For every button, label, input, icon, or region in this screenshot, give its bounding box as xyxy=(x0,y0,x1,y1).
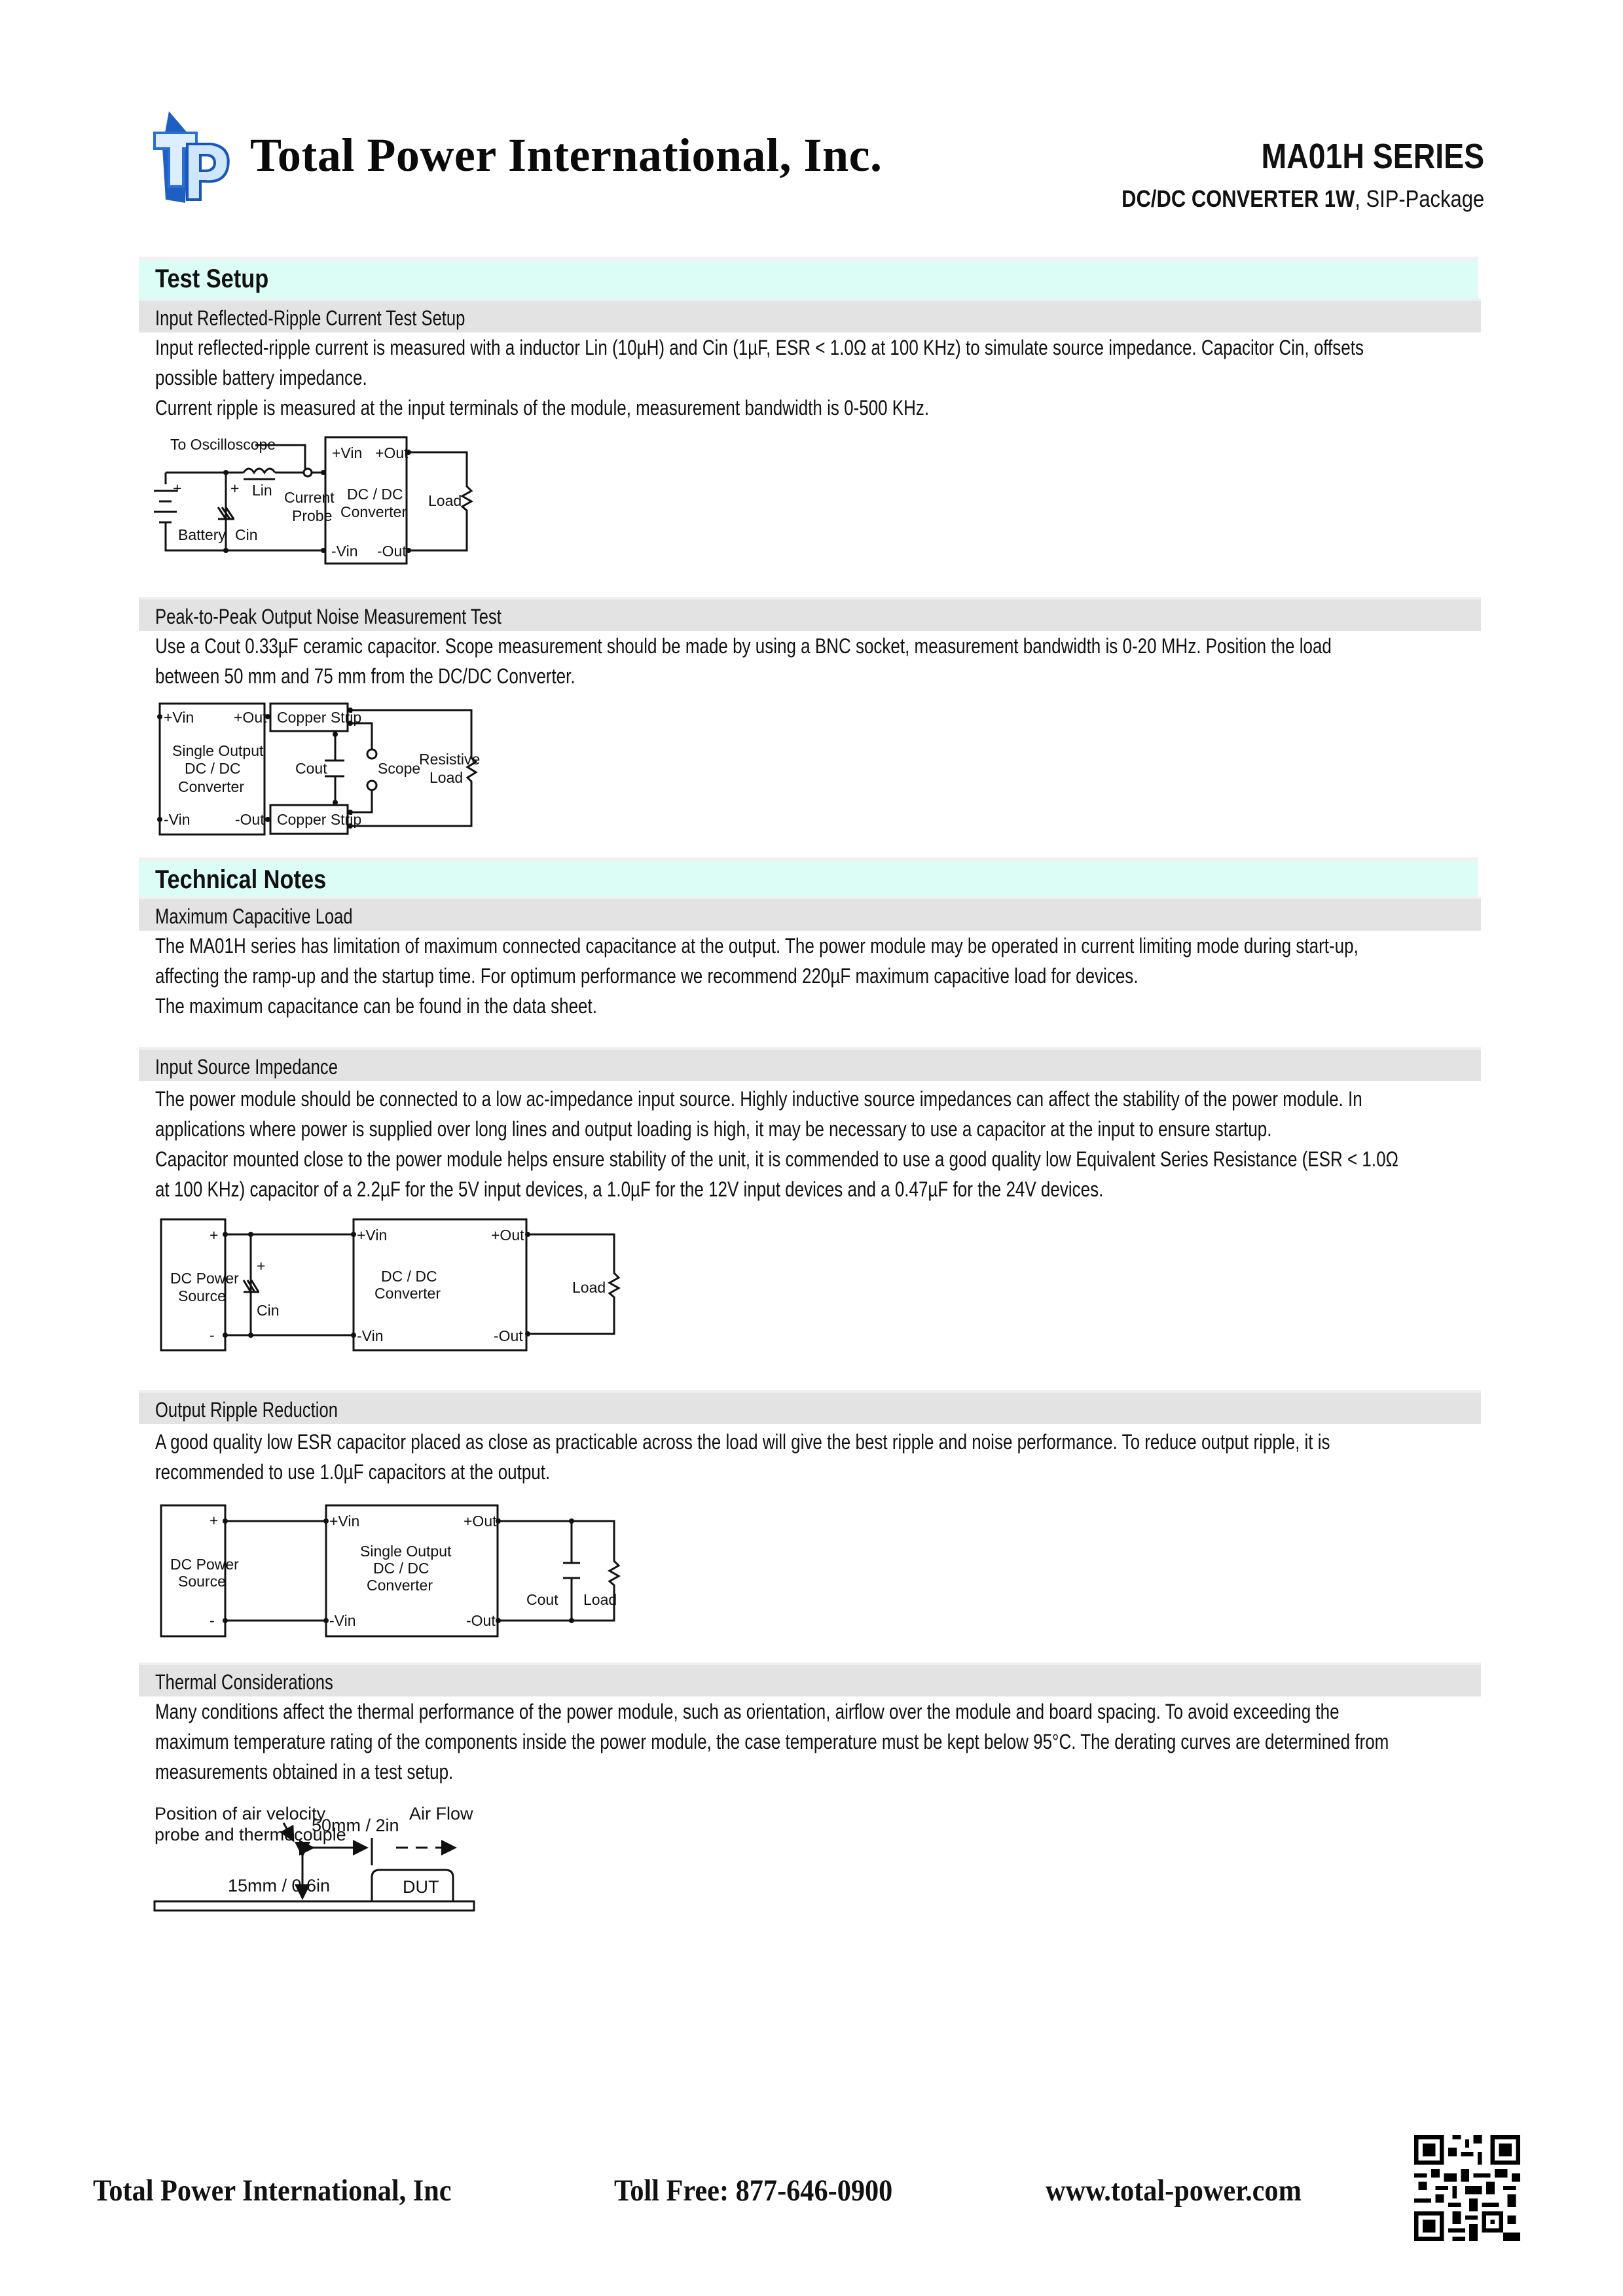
label-vin-minus: -Vin xyxy=(329,1612,356,1629)
label-cin: Cin xyxy=(257,1302,280,1319)
ripple-reduction-text xyxy=(155,1427,1330,1487)
label-load: Load xyxy=(428,492,462,509)
label-out-plus: +Out xyxy=(234,709,267,726)
label-dcdc: DC / DC xyxy=(185,760,241,777)
text-line: maximum temperature rating of the components inside the power module, the case temperature must be kept below 95°C. The derating curves are determined from xyxy=(155,1730,1389,1753)
noise-diagram xyxy=(144,694,615,851)
label-air-flow: Air Flow xyxy=(409,1804,473,1823)
text-line: between 50 mm and 75 mm from the DC/DC Converter. xyxy=(155,664,575,688)
label-lin: Lin xyxy=(252,482,272,499)
label-battery: Battery xyxy=(178,526,226,543)
section-title: Technical Notes xyxy=(155,865,327,894)
subsection-input-ripple xyxy=(139,298,1481,332)
label-position-line1: Position of air velocity xyxy=(155,1804,326,1823)
input-ripple-diagram xyxy=(144,425,615,576)
subsection-title: Input Source Impedance xyxy=(155,1055,338,1079)
label-minus: - xyxy=(210,1612,215,1629)
label-vin-plus: +Vin xyxy=(332,444,363,461)
label-vin-minus: -Vin xyxy=(357,1327,384,1344)
label-plus: + xyxy=(210,1227,219,1244)
label-out-minus: -Out xyxy=(466,1612,496,1629)
subsection-title: Input Reflected-Ripple Current Test Setup xyxy=(155,306,465,330)
qr-code-icon xyxy=(1414,2135,1520,2241)
label-probe: Probe xyxy=(292,507,333,524)
label-vin-minus: -Vin xyxy=(331,543,358,560)
text-line: possible battery impedance. xyxy=(155,366,367,389)
text-line: Input reflected-ripple current is measured with a inductor Lin (10µH) and Cin (1µF, ESR < 1.0Ω at 100 KHz) to simulate source impedance. Capacitor Cin, offsets xyxy=(155,336,1364,359)
subsection-title: Output Ripple Reduction xyxy=(155,1398,338,1422)
label-copper-strip: Copper Strip xyxy=(277,811,362,828)
label-converter: Converter xyxy=(367,1577,433,1594)
label-minus: - xyxy=(210,1327,215,1344)
label-converter: Converter xyxy=(178,778,244,795)
label-out-minus: -Out xyxy=(377,543,407,560)
label-source: Source xyxy=(178,1287,226,1304)
label-plus: + xyxy=(210,1512,219,1529)
label-single-output: Single Output xyxy=(172,742,264,759)
label-converter: Converter xyxy=(374,1285,441,1302)
label-out-plus: +Out xyxy=(464,1513,497,1530)
label-converter: Converter xyxy=(340,503,407,520)
subsection-max-cap xyxy=(139,897,1481,931)
company-name: Total Power International, Inc. xyxy=(250,129,883,181)
text-line: affecting the ramp-up and the startup time. For optimum performance we recommend 220µF maximum capacitive load for devices. xyxy=(155,964,1139,988)
text-line: Current ripple is measured at the input terminals of the module, measurement bandwidth is 0-500 KHz. xyxy=(155,396,930,420)
text-line: The maximum capacitance can be found in the data sheet. xyxy=(155,994,597,1018)
subsection-title: Thermal Considerations xyxy=(155,1670,333,1694)
section-technical-notes xyxy=(139,857,1478,899)
noise-text xyxy=(155,631,1332,691)
label-vin-plus: +Vin xyxy=(329,1513,360,1530)
subtitle-rest: , SIP-Package xyxy=(1355,185,1484,212)
section-test-setup xyxy=(139,257,1478,298)
label-plus: + xyxy=(173,480,182,497)
label-current: Current xyxy=(284,489,335,506)
thermal-text xyxy=(155,1696,1389,1787)
label-dcdc: DC / DC xyxy=(373,1560,429,1577)
text-line: The power module should be connected to a low ac-impedance input source. Highly inductive source impedances can affect the stability of the power module. In xyxy=(155,1087,1362,1111)
input-ripple-text xyxy=(155,332,1364,423)
footer-website[interactable]: www.total-power.com xyxy=(1046,2174,1302,2208)
label-cin: Cin xyxy=(235,526,258,543)
ripple-reduction-diagram xyxy=(144,1505,655,1656)
label-plus: + xyxy=(257,1257,266,1274)
input-impedance-text xyxy=(155,1084,1398,1204)
label-dut: DUT xyxy=(403,1877,439,1897)
label-scope: Scope xyxy=(378,760,421,777)
label-out-plus: +Out xyxy=(375,444,409,461)
text-line: applications where power is supplied over long lines and output loading is high, it may be necessary to use a capacitor at the input to ensure startup. xyxy=(155,1117,1272,1141)
text-line: A good quality low ESR capacitor placed as close as practicable across the load will give the best ripple and noise performance. To reduce output ripple, it is xyxy=(155,1430,1330,1454)
label-load: Load xyxy=(429,769,464,786)
label-plus: + xyxy=(230,480,240,497)
series-title: MA01H SERIES xyxy=(1261,137,1484,176)
input-impedance-diagram xyxy=(144,1217,655,1368)
text-line: Capacitor mounted close to the power module helps ensure stability of the unit, it is commended to use a good quality low Equivalent Series Resistance (ESR < 1.0Ω xyxy=(155,1147,1398,1171)
subsection-input-impedance xyxy=(139,1047,1481,1081)
footer-company: Total Power International, Inc xyxy=(93,2174,452,2208)
label-load: Load xyxy=(572,1279,606,1296)
label-dc-power: DC Power xyxy=(170,1556,239,1573)
label-vin-plus: +Vin xyxy=(357,1227,388,1244)
label-copper-strip: Copper Strip xyxy=(277,709,362,726)
text-line: at 100 KHz) capacitor of a 2.2µF for the 5V input devices, a 1.0µF for the 12V input devices and a 0.47µF for the 24V devices. xyxy=(155,1177,1104,1201)
label-distance: 50mm / 2in xyxy=(312,1816,399,1835)
label-cout: Cout xyxy=(295,760,327,777)
label-single-output: Single Output xyxy=(360,1543,452,1560)
label-out-minus: -Out xyxy=(235,811,264,828)
label-height: 15mm / 0.6in xyxy=(228,1876,331,1895)
subsection-ripple-reduction xyxy=(139,1390,1481,1424)
label-vin-plus: +Vin xyxy=(164,709,194,726)
label-dcdc: DC / DC xyxy=(381,1268,437,1285)
text-line: Many conditions affect the thermal performance of the power module, such as orientation, airflow over the module and board spacing. To avoid exceeding the xyxy=(155,1700,1340,1723)
subtitle-bold: DC/DC CONVERTER 1W xyxy=(1122,185,1355,212)
label-vin-minus: -Vin xyxy=(164,811,191,828)
label-to-oscilloscope: To Oscilloscope xyxy=(170,436,276,453)
label-out-minus: -Out xyxy=(494,1327,523,1344)
tp-logo-icon xyxy=(149,108,241,206)
subsection-title: Maximum Capacitive Load xyxy=(155,905,353,928)
label-resistive: Resistive xyxy=(419,751,481,768)
label-dc-power: DC Power xyxy=(170,1270,239,1287)
section-title: Test Setup xyxy=(155,264,269,293)
label-load: Load xyxy=(583,1591,617,1608)
subsection-title: Peak-to-Peak Output Noise Measurement Test xyxy=(155,605,501,628)
product-subtitle xyxy=(1122,185,1484,213)
label-position-line2: probe and thermocouple xyxy=(155,1825,346,1844)
text-line: The MA01H series has limitation of maximum connected capacitance at the output. The power module may be operated in current limiting mode during start-up, xyxy=(155,934,1359,958)
label-dcdc: DC / DC xyxy=(347,486,403,503)
thermal-diagram xyxy=(144,1793,746,1937)
subsection-noise xyxy=(139,597,1481,631)
text-line: recommended to use 1.0µF capacitors at the output. xyxy=(155,1460,551,1484)
label-out-plus: +Out xyxy=(491,1227,524,1244)
footer-toll-free: Toll Free: 877-646-0900 xyxy=(614,2174,893,2208)
label-cout: Cout xyxy=(526,1591,558,1608)
max-cap-text xyxy=(155,931,1359,1021)
text-line: Use a Cout 0.33µF ceramic capacitor. Scope measurement should be made by using a BNC socket, measurement bandwidth is 0-20 MHz. Position the load xyxy=(155,634,1332,658)
text-line: measurements obtained in a test setup. xyxy=(155,1760,454,1784)
subsection-thermal xyxy=(139,1662,1481,1696)
label-source: Source xyxy=(178,1573,226,1590)
